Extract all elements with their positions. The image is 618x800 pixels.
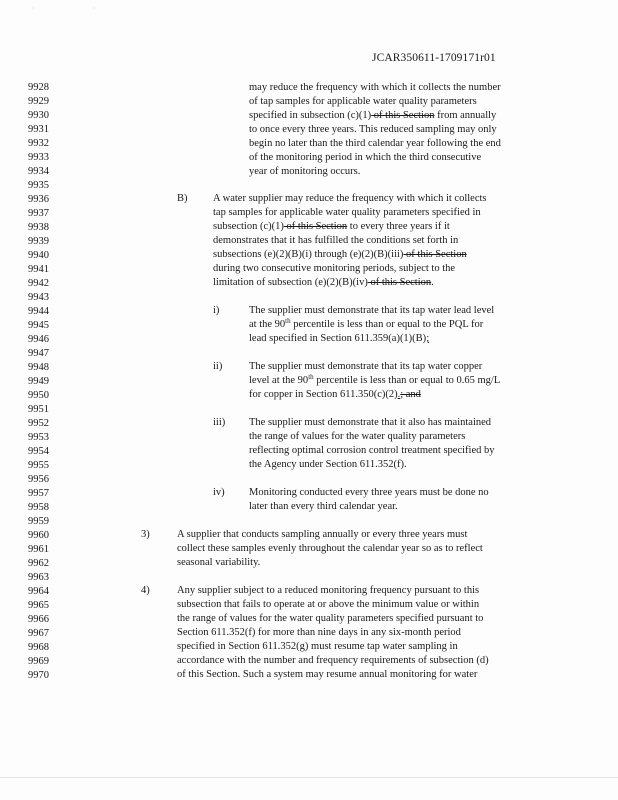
text-line: Any supplier subject to a reduced monitoring frequency pursuant to this [177,585,480,596]
text-line: accordance with the number and frequency requirements of subsection (d) [177,655,489,666]
text-line: the range of values for the water quality parameters [249,431,466,442]
text-segment: to every three years if it [347,221,450,232]
text-line [249,334,429,344]
line-number: 9961 [28,544,49,555]
text-line: begin no later than the third calendar year following the end [249,138,501,149]
text-segment: lead specified in Section 611.359(a)(1)(B) [249,333,427,344]
line-number: 9970 [28,670,49,681]
line-number: 9943 [28,292,49,303]
line-number: 9936 [28,194,49,205]
text-segment: level at the 90 [249,375,309,386]
line-number: 9928 [28,82,49,93]
line-number: 9941 [28,264,49,275]
superscript: th [285,317,291,325]
line-number: 9940 [28,250,49,261]
item-label-iv: iv) [213,487,225,498]
line-number: 9950 [28,390,49,401]
text-line: The supplier must demonstrate that its tap water copper [249,361,483,372]
text-segment: limitation of subsection (e)(2)(B)(iv) [213,277,368,288]
text-line [249,390,421,400]
item-label-iii: iii) [213,417,226,428]
line-number: 9955 [28,460,49,471]
line-number: 9947 [28,348,49,359]
line-number: 9964 [28,586,49,597]
text-line: Monitoring conducted every three years must be done no [249,487,489,498]
text-line [213,222,450,232]
text-line: Section 611.352(f) for more than nine days in any six-month period [177,627,461,638]
line-number: 9939 [28,236,49,247]
text-segment: percentile is less than or equal to the PQL for [290,319,484,330]
text-line: may reduce the frequency with which it collects the number [249,82,501,93]
line-number: 9945 [28,320,49,331]
line-number: 9958 [28,502,49,513]
text-line: the Agency under Section 611.352(f). [249,459,407,470]
document-id-header: JCAR350611-1709171r01 [372,52,496,64]
text-segment: subsections (e)(2)(B)(i) through (e)(2)(B)(iii) [213,249,404,260]
text-line: specified in Section 611.352(g) must resume tap water sampling in [177,641,458,652]
text-line: collect these samples evenly throughout the calendar year so as to reflect [177,543,483,554]
text-line: of this Section. Such a system may resume annual monitoring for water [177,669,478,680]
text-line: A supplier that conducts sampling annually or every three years must [177,529,468,540]
line-number: 9944 [28,306,49,317]
line-number: 9935 [28,180,49,191]
line-number: 9967 [28,628,49,639]
line-number: 9968 [28,642,49,653]
item-label-ii: ii) [213,361,223,372]
text-line: seasonal variability. [177,557,261,568]
page-bottom-edge [0,777,618,778]
line-number: 9960 [28,530,49,541]
line-number: 9953 [28,432,49,443]
line-number: 9931 [28,124,49,135]
text-line [249,317,484,330]
scan-artifact-dots: · · [32,4,124,13]
text-line: The supplier must demonstrate that it also has maintained [249,417,492,428]
line-number: 9957 [28,488,49,499]
inserted-text: ; [426,333,430,344]
text-line: of tap samples for applicable water quality parameters [249,96,477,107]
text-line: later than every third calendar year. [249,501,398,512]
line-number: 9966 [28,614,49,625]
line-number: 9969 [28,656,49,667]
line-number: 9938 [28,222,49,233]
text-line: during two consecutive monitoring periods, subject to the [213,263,456,274]
line-number: 9956 [28,474,49,485]
text-segment: subsection (c)(1) [213,221,284,232]
struck-text: of this Section [371,110,435,121]
text-line [249,373,501,386]
text-segment: at the 90 [249,319,286,330]
line-number: 9949 [28,376,49,387]
text-segment: from annually [434,110,497,121]
line-number: 9934 [28,166,49,177]
text-line: tap samples for applicable water quality parameters specified in [213,207,481,218]
text-line: year of monitoring occurs. [249,166,361,177]
line-number: 9942 [28,278,49,289]
line-number: 9932 [28,138,49,149]
struck-text: of this Section [403,249,467,260]
subsection-label-b: B) [177,193,188,204]
struck-text: of this Section [283,221,348,232]
text-line [249,111,496,121]
line-number: 9930 [28,110,49,121]
line-number: 9929 [28,96,49,107]
line-number: 9965 [28,600,49,611]
paragraph-label-4: 4) [141,585,150,596]
line-number: 9946 [28,334,49,345]
line-number: 9952 [28,418,49,429]
text-line: reflecting optimal corrosion control treatment specified by [249,445,495,456]
line-number: 9962 [28,558,49,569]
text-line: subsection that fails to operate at or above the minimum value or within [177,599,480,610]
text-segment: specified in subsection (c)(1) [249,110,372,121]
line-number: 9954 [28,446,49,457]
text-line: the range of values for the water quality parameters specified pursuant to [177,613,484,624]
text-line: of the monitoring period in which the third consecutive [249,152,482,163]
superscript: th [308,373,314,381]
text-line: The supplier must demonstrate that its tap water lead level [249,305,495,316]
text-line: to once every three years. This reduced sampling may only [249,124,497,135]
struck-text: ; and [400,389,421,400]
line-number: 9933 [28,152,49,163]
text-segment: percentile is less than or equal to 0.65 mg/L [313,375,501,386]
inserted-text: . [397,389,401,400]
text-line [213,278,434,288]
line-number: 9951 [28,404,49,415]
text-line [213,250,467,260]
struck-text: of this Section [367,277,432,288]
line-number: 9963 [28,572,49,583]
line-number: 9959 [28,516,49,527]
text-line: demonstrates that it has fulfilled the conditions set forth in [213,235,459,246]
text-segment: for copper in Section 611.350(c)(2) [249,389,398,400]
item-label-i: i) [213,305,220,316]
text-line: A water supplier may reduce the frequency with which it collects [213,193,487,204]
line-number: 9948 [28,362,49,373]
paragraph-label-3: 3) [141,529,150,540]
text-segment: . [431,277,434,288]
line-number: 9937 [28,208,49,219]
